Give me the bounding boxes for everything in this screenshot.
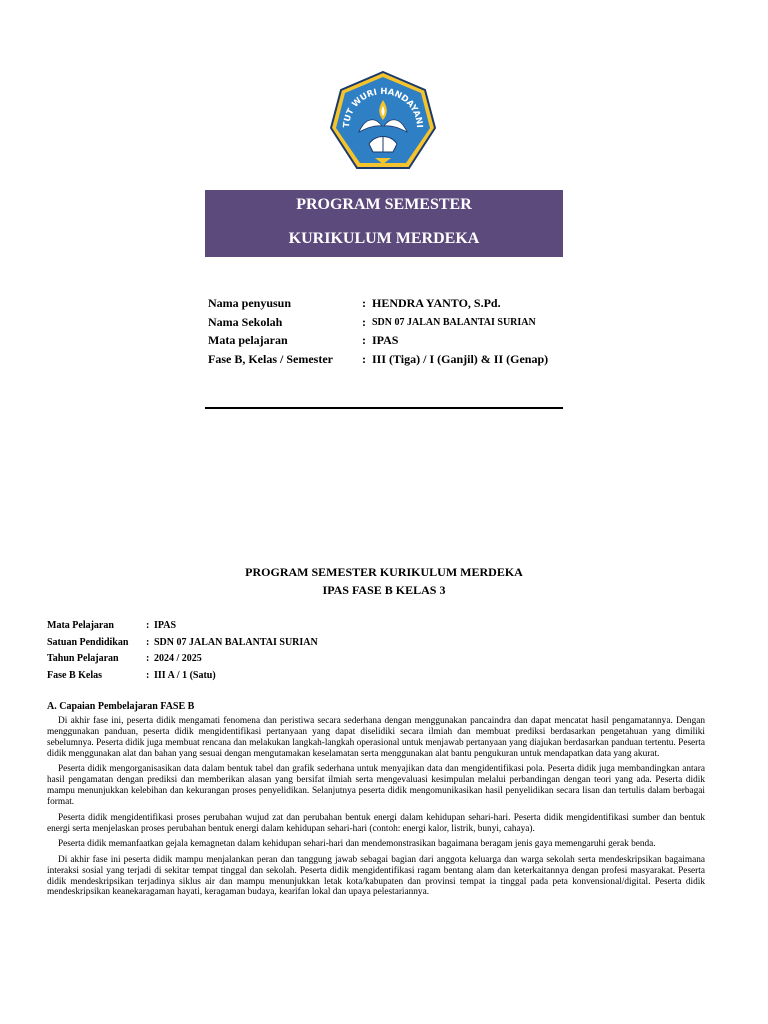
paragraph: Di akhir fase ini peserta didik mampu menjalankan peran dan tanggung jawab sebagai bagian dari anggota keluarga dan warga sekolah serta mendeskripsikan bagaimana interaksi sosial yang terjadi di sekitar tempat tinggal dan sekolah. Peserta didik mengidentifikasi ragam bentang alam dan keterkaitannya dengan profesi masyarakat. Peserta didik mendeskripsikan terjadinya siklus air dan mampu menunjukkan letak kota/kabupaten dan provinsi tempat ia tinggal pada peta konvensional/digital. Peserta didik mendeskripsikan keanekaragaman hayati, keragaman budaya, kearifan lokal dan upaya pelestariannya. [47, 854, 705, 898]
cover-label-sekolah: Nama Sekolah [208, 314, 283, 329]
colon: : [362, 351, 366, 366]
colon: : [146, 653, 150, 664]
doc-title-line2: IPAS FASE B KELAS 3 [322, 583, 446, 597]
logo-motto-text: TUT WURI HANDAYANI [341, 86, 425, 129]
doc-value-satuan: SDN 07 JALAN BALANTAI SURIAN [154, 636, 318, 648]
doc-label-mapel: Mata Pelajaran [47, 620, 114, 631]
cover-value-penyusun: HENDRA YANTO, S.Pd. [372, 296, 501, 310]
colon: : [362, 296, 366, 310]
banner-title-line2: KURIKULUM MERDEKA [288, 230, 480, 247]
doc-label-satuan: Satuan Pendidikan [47, 636, 129, 648]
paragraph: Peserta didik mengidentifikasi proses perubahan wujud zat dan perubahan bentuk energi dalam kehidupan sehari-hari. Peserta didik mengidentifikasi sumber dan bentuk energi serta menjelaskan proses perubahan bentuk energi dalam kehidupan sehari-hari (contoh: energi kalor, listrik, bunyi, cahaya). [47, 812, 705, 834]
colon: : [146, 636, 150, 648]
title-banner [205, 190, 563, 257]
colon: : [362, 333, 366, 347]
section-body [47, 716, 705, 903]
doc-value-mapel: IPAS [154, 620, 177, 631]
doc-label-kelas: Fase B Kelas [47, 669, 102, 681]
colon: : [362, 314, 366, 329]
cover-label-mapel: Mata pelajaran [208, 333, 288, 347]
tut-wuri-handayani-logo [329, 70, 437, 176]
cover-value-mapel: IPAS [372, 333, 399, 347]
paragraph: Di akhir fase ini, peserta didik mengamati fenomena dan peristiwa secara sederhana dengan menggunakan pancaindra dan dapat mencatat hasil pengamatannya. Dengan menggunakan panduan, peserta didik mengidentifikasi pertanyaan yang dapat diselidiki secara ilmiah dan membuat prediksi berdasarkan pengetahuan yang dimiliki sebelumnya. Peserta didik juga membuat rencana dan melakukan langkah-langkah operasional untuk menjawab pertanyaan yang diajukan berdasarkan panduan tertentu. Peserta didik menggunakan alat dan bahan yang sesuai dengan mengutamakan keselamatan serta menggunakan alat bantu pengukuran untuk mendapatkan data yang akurat. [47, 716, 705, 759]
banner-title-line1: PROGRAM SEMESTER [296, 196, 472, 213]
paragraph: Peserta didik memanfaatkan gejala kemagnetan dalam kehidupan sehari-hari dan mendemonstrasikan bagaimana beragam jenis gaya memengaruhi gerak benda. [58, 839, 656, 850]
doc-value-kelas: III A / 1 (Satu) [154, 669, 216, 681]
cover-value-fase: III (Tiga) / I (Ganjil) & II (Genap) [372, 351, 549, 366]
colon: : [146, 620, 150, 631]
colon: : [146, 669, 150, 681]
paragraph: Peserta didik mengorganisasikan data dalam bentuk tabel dan grafik sederhana untuk menyajikan data dan mengidentifikasi pola. Peserta didik juga membandingkan antara hasil pengamatan dengan prediksi dan memberikan alasan yang bersifat ilmiah serta mengevaluasi kesimpulan melalui perbandingan dengan teori yang ada. Peserta didik mampu menunjukkan kelebihan dan kekurangan proses penyelidikan. Selanjutnya peserta didik mengomunikasikan hasil penyelidikan secara lisan dan tertulis dalam berbagai format. [47, 764, 705, 808]
cover-label-penyusun: Nama penyusun [208, 296, 292, 310]
cover-value-sekolah: SDN 07 JALAN BALANTAI SURIAN [372, 316, 536, 328]
doc-value-tahun: 2024 / 2025 [154, 653, 202, 664]
doc-label-tahun: Tahun Pelajaran [47, 653, 119, 664]
cover-label-fase: Fase B, Kelas / Semester [208, 351, 333, 366]
section-heading: A. Capaian Pembelajaran FASE B [47, 701, 195, 712]
divider-line [205, 407, 563, 409]
doc-title-line1: PROGRAM SEMESTER KURIKULUM MERDEKA [245, 565, 523, 579]
